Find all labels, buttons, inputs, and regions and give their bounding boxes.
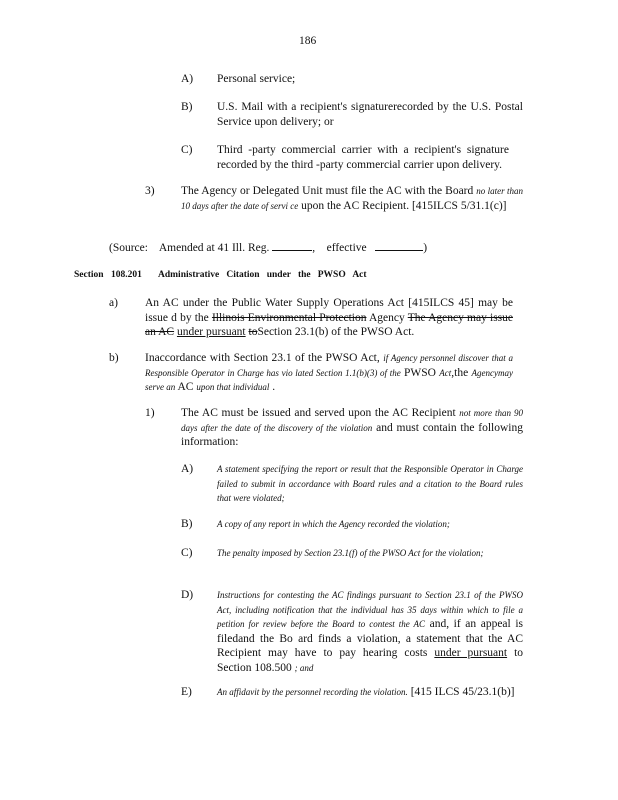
source-amended: Amended at 41 Ill. Reg. — [158, 242, 270, 254]
para-a-underline: under pursuant — [176, 326, 246, 338]
item-3-text-b: upon the AC Recipient. [415ILCS 5/31.1(c)] — [301, 199, 507, 212]
para-b1-italic: not more than 90 days after the date of the discovery of the violation — [181, 408, 524, 433]
para-a-label: a) — [109, 297, 118, 309]
item-3-text — [181, 184, 523, 213]
source-open: (Source: — [109, 242, 148, 254]
item-a-label: A) — [181, 73, 194, 85]
source-reg-blank — [272, 240, 312, 251]
section-label: Section — [74, 270, 104, 280]
item-b-label: B) — [181, 101, 193, 113]
para-a-strike-3: to — [248, 326, 258, 338]
source-note — [109, 240, 427, 256]
sub-d-t1: and, if an appeal is filedand the Bo ard finds a violation, a statement that the AC Recipient may have to pay hearing costs — [217, 618, 523, 659]
item-3-italic: no later than 10 days after the date of servi ce — [181, 186, 524, 211]
para-b-italic-2: Act — [439, 367, 452, 378]
para-b1-t1: The AC must be issued and served upon the AC Recipient — [181, 407, 456, 419]
para-b-t1: Inaccordance with Section 23.1 of the PWSO Act, — [145, 352, 380, 364]
source-close: ) — [423, 242, 428, 254]
para-b-italic-4: upon that individual — [196, 382, 270, 392]
para-a-t1: An AC under the Public Water Supply Operations Act [415ILCS 45] may be issue d by the — [145, 297, 513, 324]
para-b-t4: AC — [177, 381, 194, 393]
page-number: 186 — [299, 35, 317, 47]
source-comma: , — [312, 242, 316, 254]
sub-b-text — [217, 517, 523, 532]
sub-c-text — [217, 546, 523, 561]
sub-e-text — [217, 685, 523, 700]
section-title: Administrative Citation under the PWSO Act — [158, 270, 367, 280]
para-b1-text — [181, 406, 523, 450]
para-b-text — [145, 351, 513, 395]
sub-b-italic: A copy of any report in which the Agency recorded the violation; — [217, 519, 450, 529]
para-b-italic-1: if Agency personnel discover that a Responsible Operator in Charge has vio lated Section 1.1(b)(3) of the — [145, 353, 514, 378]
para-b-label: b) — [109, 352, 119, 364]
sub-a-label: A) — [181, 463, 194, 475]
sub-d-label: D) — [181, 589, 194, 601]
sub-a-italic: A statement specifying the report or result that the Responsible Operator in Charge failed to submit in accordance with Board rules and a citation to the Board rules that were violated; — [217, 464, 523, 503]
para-b-t3: ,the — [451, 366, 469, 379]
item-b-text: U.S. Mail with a recipient's signaturerecorded by the U.S. Postal Service upon delivery; or — [217, 101, 523, 128]
source-effective: effective — [326, 242, 367, 254]
para-b-t5: . — [272, 381, 276, 393]
sub-b-label: B) — [181, 518, 193, 530]
sub-e-t1: [415 ILCS 45/23.1(b)] — [410, 686, 515, 698]
source-effective-blank — [375, 240, 423, 251]
sub-d-italic-1: Instructions for contesting the AC findings pursuant to Section 23.1 of the PWSO Act, including notification that the individual has 35 days within which to file a petition for review before the Board to contest the AC — [217, 590, 523, 629]
sub-d-t2: to Section 108.500 — [217, 647, 524, 674]
item-c-label: C) — [181, 144, 193, 156]
sub-e-italic: An affidavit by the personnel recording the violation. — [217, 687, 408, 697]
para-a-t2: Agency — [369, 311, 405, 324]
sub-c-label: C) — [181, 547, 193, 559]
item-3-label: 3) — [145, 185, 155, 197]
para-b-t2: PWSO — [404, 366, 436, 379]
item-c-text: Third -party commercial carrier with a recipient's signature recorded by the third -party commercial carrier upon delivery. — [217, 144, 509, 171]
para-a-strike-1: Illinois Environmental Protection — [211, 311, 367, 324]
sub-e-label: E) — [181, 686, 192, 698]
sub-d-text — [217, 588, 523, 675]
sub-d-italic-2: ; and — [294, 662, 314, 673]
para-a-t3: Section 23.1(b) of the PWSO Act. — [257, 326, 415, 338]
item-3-text-a: The Agency or Delegated Unit must file the AC with the Board — [181, 185, 474, 197]
para-a-text — [145, 296, 513, 340]
section-id: 108.201 — [111, 270, 142, 280]
para-b1-t2: and must contain the following information: — [181, 421, 523, 448]
para-a-strike-2: The Agency may issue an AC — [145, 311, 513, 338]
sub-d-underline: under pursuant — [434, 647, 508, 659]
para-b1-label: 1) — [145, 407, 155, 419]
item-a-text: Personal service; — [217, 73, 296, 85]
para-b-italic-3: Agencymay serve an — [145, 367, 514, 392]
sub-c-italic: The penalty imposed by Section 23.1(f) of the PWSO Act for the violation; — [217, 548, 484, 558]
sub-a-text — [217, 462, 523, 506]
